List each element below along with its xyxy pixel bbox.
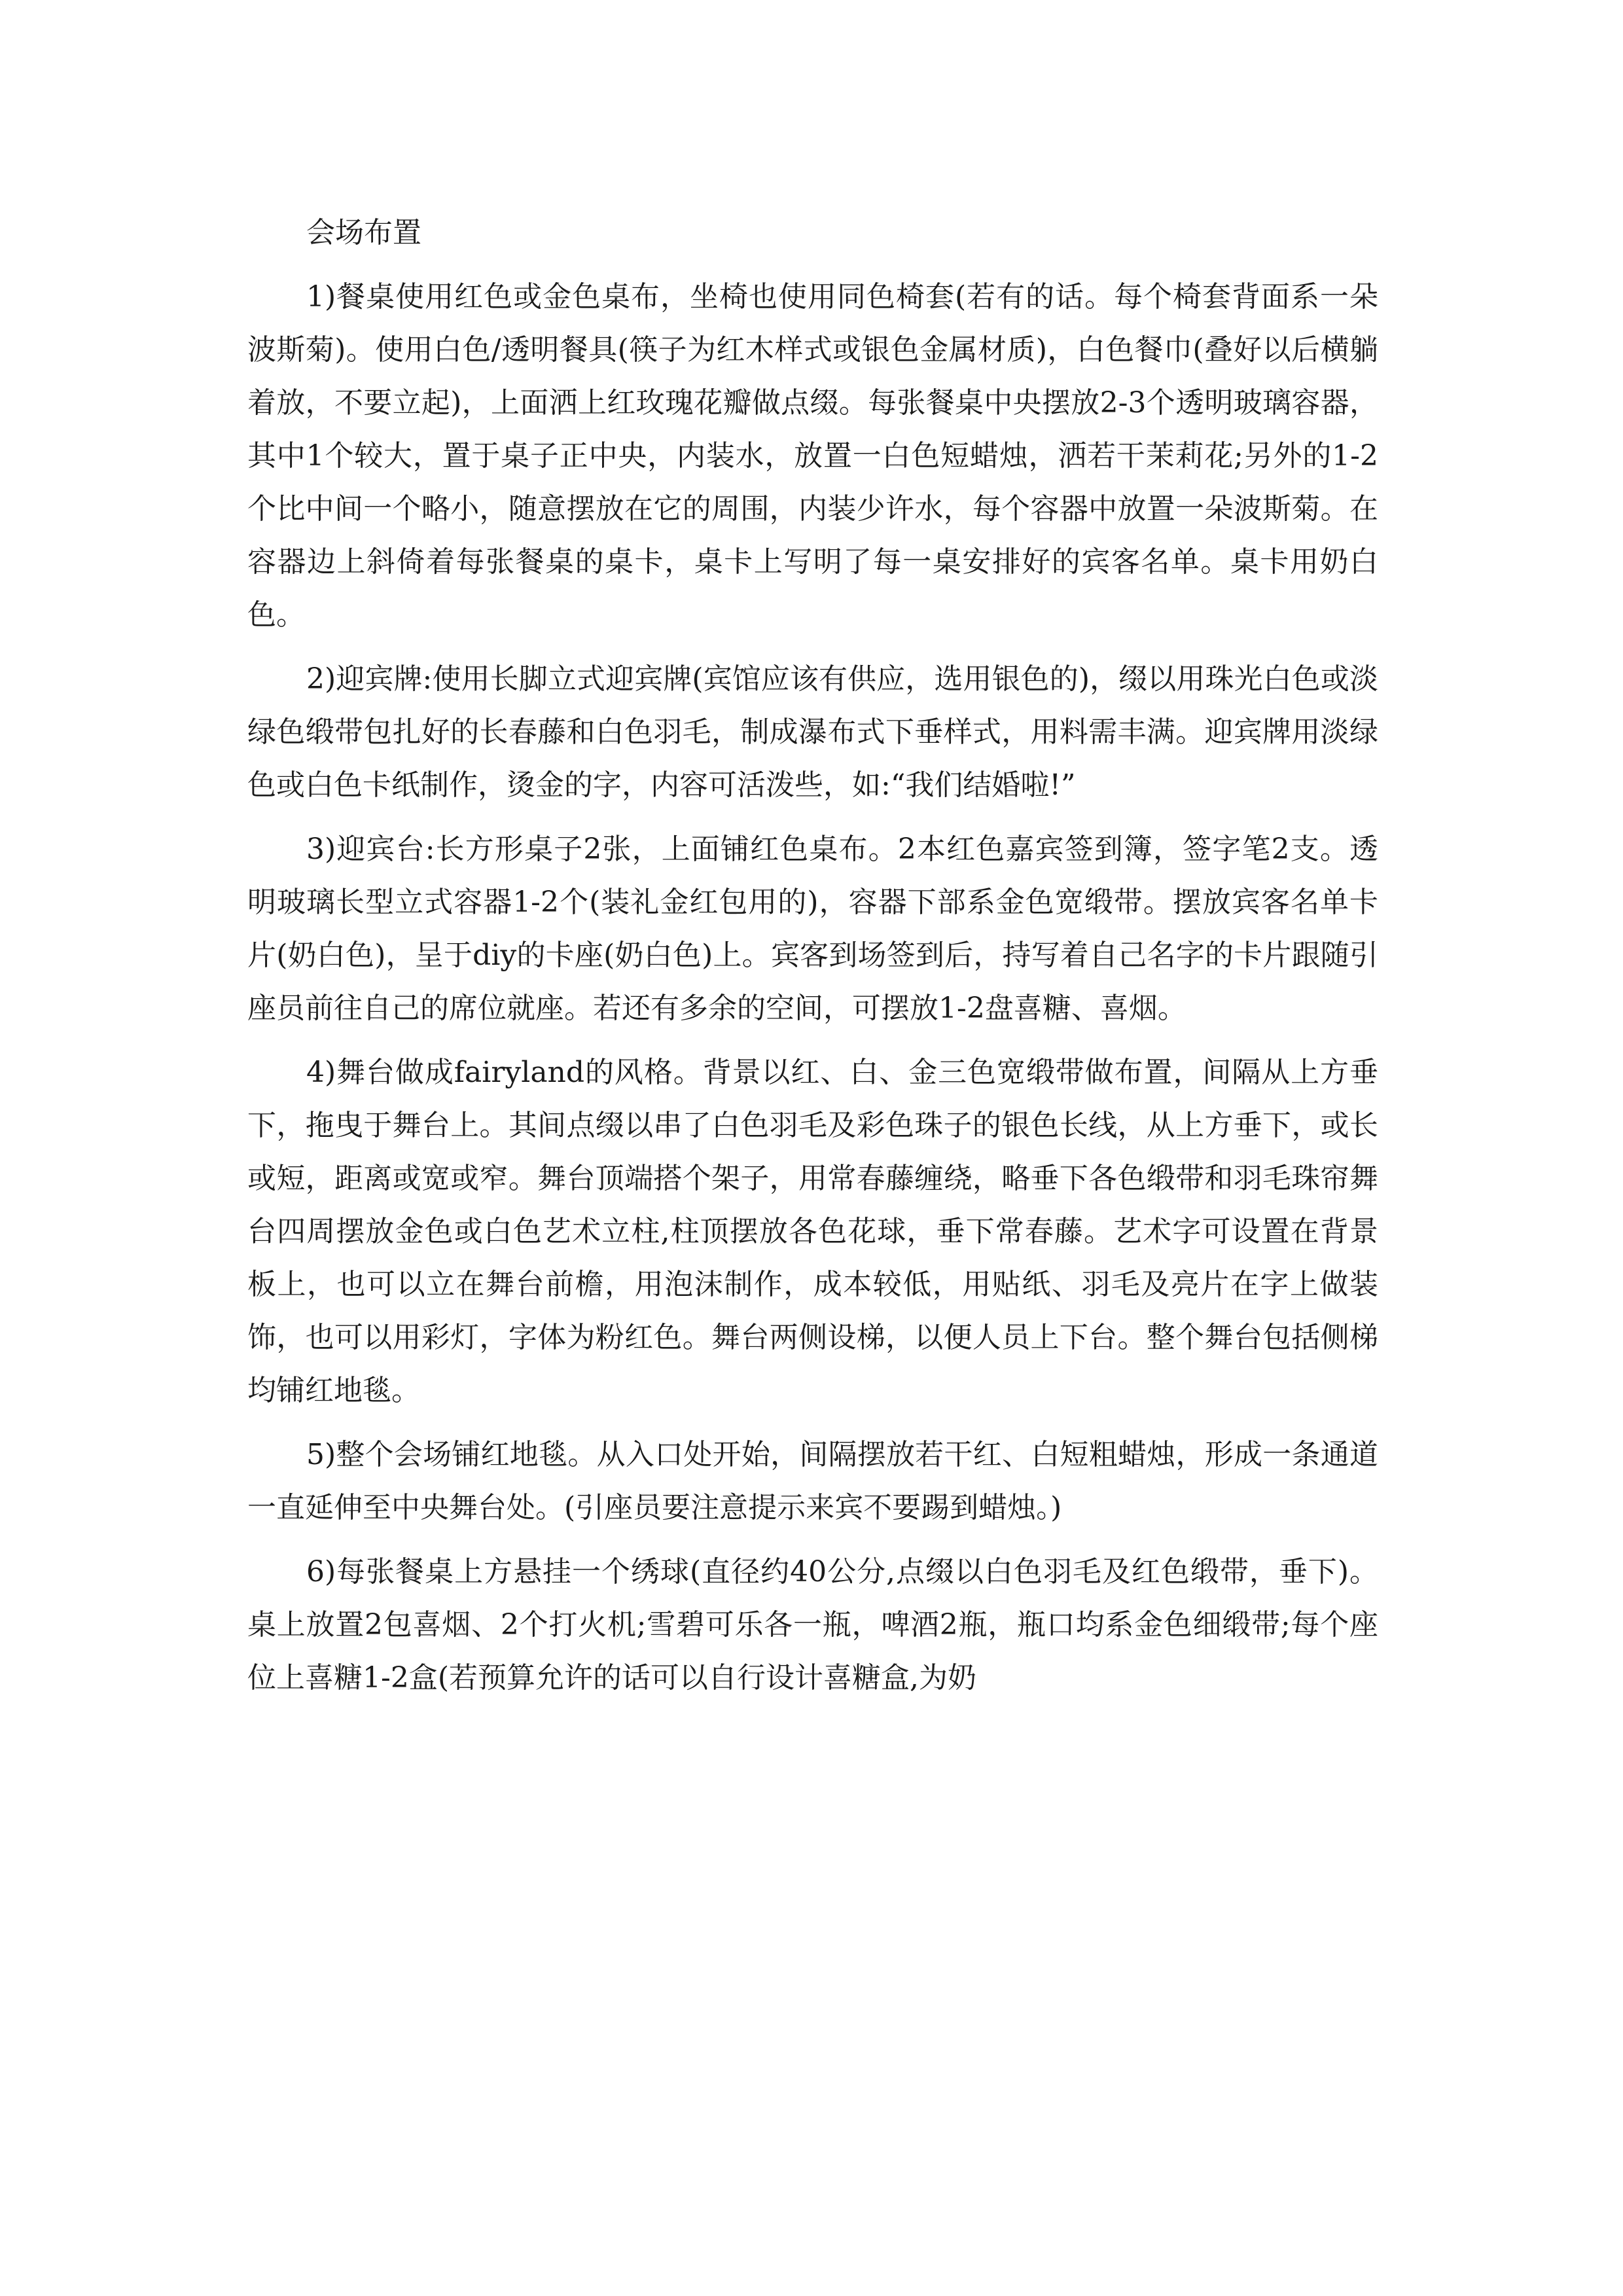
- paragraph-2-welcome-sign: 2)迎宾牌:使用长脚立式迎宾牌(宾馆应该有供应，选用银色的)，缀以用珠光白色或淡绿色缎带包扎好的长春藤和白色羽毛，制成瀑布式下垂样式，用料需丰满。迎宾牌用淡绿色或白色卡纸制作，烫金的字，内容可活泼些，如:“我们结婚啦!”: [247, 662, 1378, 802]
- paragraph-5-red-carpet: 5)整个会场铺红地毯。从入口处开始，间隔摆放若干红、白短粗蜡烛，形成一条通道一直延伸至中央舞台处。(引座员要注意提示来宾不要踢到蜡烛。): [247, 1438, 1378, 1524]
- section-heading: 会场布置: [306, 216, 421, 249]
- paragraph-3-reception-desk: 3)迎宾台:长方形桌子2张，上面铺红色桌布。2本红色嘉宾签到簿，签字笔2支。透明玻璃长型立式容器1-2个(装礼金红包用的)，容器下部系金色宽缎带。摆放宾客名单卡片(奶白色)，呈于diy的卡座(奶白色)上。宾客到场签到后，持写着自己名字的卡片跟随引座员前往自己的席位就座。若还有多余的空间，可摆放1-2盘喜糖、喜烟。: [247, 833, 1378, 1025]
- paragraph-4-stage: 4)舞台做成fairyland的风格。背景以红、白、金三色宽缎带做布置，间隔从上方垂下，拖曳于舞台上。其间点缀以串了白色羽毛及彩色珠子的银色长线，从上方垂下，或长或短，距离或宽或窄。舞台顶端搭个架子，用常春藤缠绕，略垂下各色缎带和羽毛珠帘舞台四周摆放金色或白色艺术立柱,柱顶摆放各色花球，垂下常春藤。艺术字可设置在背景板上，也可以立在舞台前檐，用泡沫制作，成本较低，用贴纸、羽毛及亮片在字上做装饰，也可以用彩灯，字体为粉红色。舞台两侧设梯，以便人员上下台。整个舞台包括侧梯均铺红地毯。: [247, 1056, 1378, 1407]
- document-body: [247, 206, 1378, 1704]
- paragraph-6-table-decor: 6)每张餐桌上方悬挂一个绣球(直径约40公分,点缀以白色羽毛及红色缎带，垂下)。桌上放置2包喜烟、2个打火机;雪碧可乐各一瓶，啤酒2瓶，瓶口均系金色细缎带;每个座位上喜糖1-2盒(若预算允许的话可以自行设计喜糖盒,为奶: [247, 1555, 1378, 1695]
- paragraph-1-dining-tables: 1)餐桌使用红色或金色桌布，坐椅也使用同色椅套(若有的话。每个椅套背面系一朵波斯菊)。使用白色/透明餐具(筷子为红木样式或银色金属材质)，白色餐巾(叠好以后横躺着放，不要立起)，上面洒上红玫瑰花瓣做点缀。每张餐桌中央摆放2-3个透明玻璃容器，其中1个较大，置于桌子正中央，内装水，放置一白色短蜡烛，洒若干茉莉花;另外的1-2个比中间一个略小，随意摆放在它的周围，内装少许水，每个容器中放置一朵波斯菊。在容器边上斜倚着每张餐桌的桌卡，桌卡上写明了每一桌安排好的宾客名单。桌卡用奶白色。: [247, 280, 1378, 632]
